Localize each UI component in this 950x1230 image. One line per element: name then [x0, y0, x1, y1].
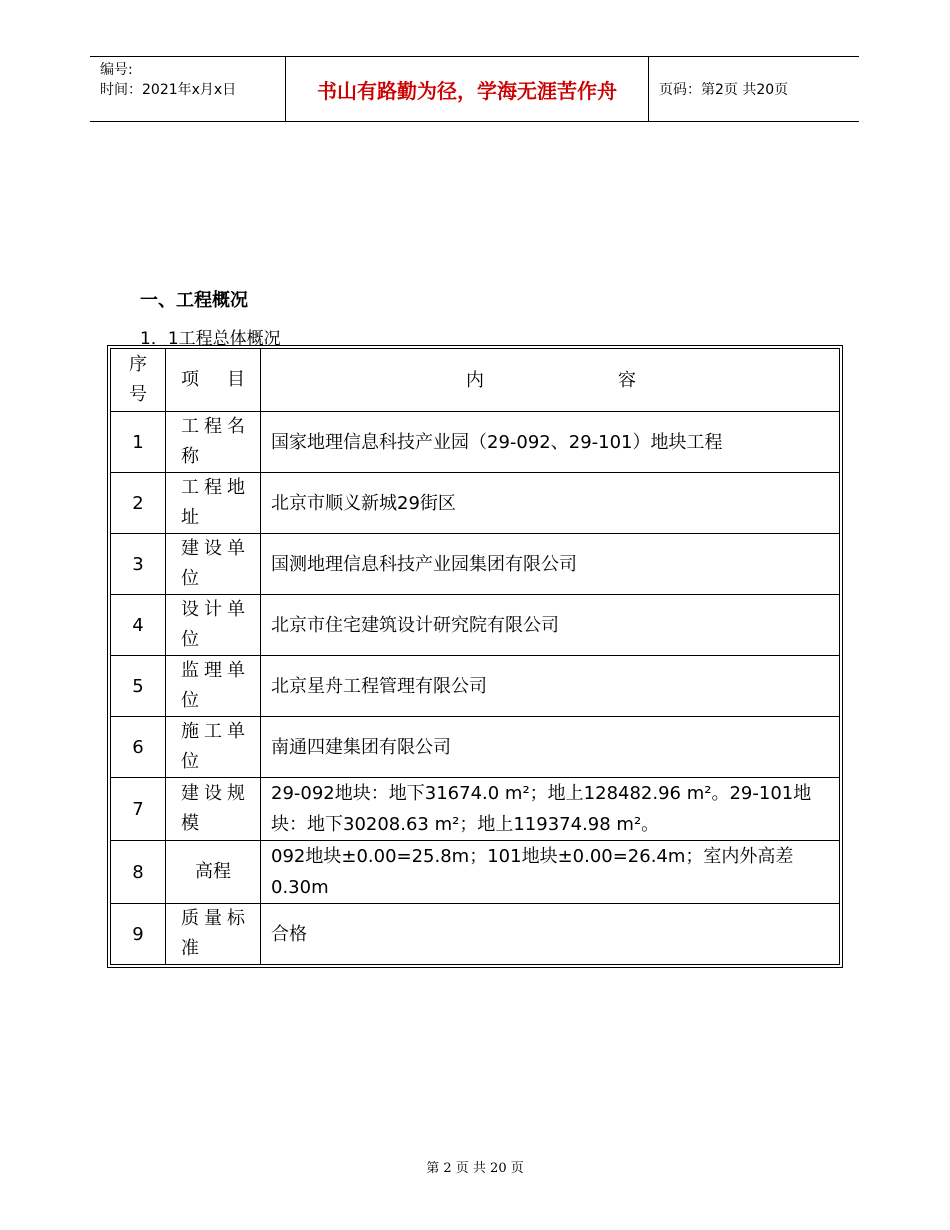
- row-item: [166, 717, 261, 778]
- row-item: [166, 595, 261, 656]
- row-no: 2: [111, 473, 166, 534]
- page-header: [90, 56, 859, 122]
- header-motto-cell: [286, 57, 649, 121]
- row-item: [166, 841, 261, 904]
- row-item-text: 施工单位: [181, 721, 245, 772]
- row-item-text: 质量标准: [181, 908, 245, 959]
- header-item-text: 项 目: [181, 369, 245, 390]
- header-no-text: 序号: [129, 354, 147, 405]
- row-item: [166, 656, 261, 717]
- row-item-text: 设计单位: [181, 599, 245, 650]
- document-time-label: 时间：2021年x月x日: [100, 82, 237, 98]
- table-row: [111, 534, 840, 595]
- row-item-text: 监理单位: [181, 660, 245, 711]
- header-content-text: 内 容: [466, 369, 636, 391]
- row-content: 29-092地块：地下31674.0 m²；地上128482.96 m²。29-101地块：地下30208.63 m²；地上119374.98 m²。: [261, 778, 840, 841]
- row-item: [166, 412, 261, 473]
- row-no: 1: [111, 412, 166, 473]
- section-title: 一、工程概况: [140, 290, 248, 311]
- header-content: [261, 349, 840, 412]
- row-no: 4: [111, 595, 166, 656]
- row-no: 3: [111, 534, 166, 595]
- row-item-text: 建设单位: [181, 538, 245, 589]
- table-row: [111, 473, 840, 534]
- table-row: [111, 904, 840, 965]
- row-no: 7: [111, 778, 166, 841]
- row-content: 北京市顺义新城29街区: [261, 473, 840, 534]
- table-row: [111, 841, 840, 904]
- row-content: 南通四建集团有限公司: [261, 717, 840, 778]
- row-item: [166, 778, 261, 841]
- document-number-label: 编号:: [100, 62, 133, 78]
- table-row: [111, 656, 840, 717]
- row-item-text: 建设规模: [181, 783, 245, 834]
- page-footer: 第 2 页 共 20 页: [426, 1161, 524, 1176]
- table-row: [111, 717, 840, 778]
- row-content: 国测地理信息科技产业园集团有限公司: [261, 534, 840, 595]
- table-header-row: [111, 349, 840, 412]
- row-item: [166, 904, 261, 965]
- row-content: 国家地理信息科技产业园（29-092、29-101）地块工程: [261, 412, 840, 473]
- row-no: 8: [111, 841, 166, 904]
- header-left-cell: [90, 57, 286, 121]
- row-item-text: 工程名称: [181, 416, 245, 467]
- header-item: [166, 349, 261, 412]
- table-row: [111, 412, 840, 473]
- header-motto: 书山有路勤为径，学海无涯苦作舟: [317, 78, 617, 103]
- row-item-text: 工程地址: [181, 477, 245, 528]
- overview-table-frame: [107, 345, 843, 968]
- row-content: 北京星舟工程管理有限公司: [261, 656, 840, 717]
- header-no: [111, 349, 166, 412]
- row-no: 9: [111, 904, 166, 965]
- row-content: 092地块±0.00=25.8m；101地块±0.00=26.4m；室内外高差0.30m: [261, 841, 840, 904]
- header-page-label: 页码：第2页 共20页: [659, 82, 789, 98]
- sub-title: 1．1工程总体概况: [140, 329, 281, 349]
- overview-table: [110, 348, 840, 965]
- row-item: [166, 534, 261, 595]
- table-row: [111, 595, 840, 656]
- row-item: [166, 473, 261, 534]
- row-no: 5: [111, 656, 166, 717]
- header-page-cell: [649, 57, 859, 121]
- row-content: 合格: [261, 904, 840, 965]
- row-item-text: 高程: [195, 861, 231, 882]
- row-content: 北京市住宅建筑设计研究院有限公司: [261, 595, 840, 656]
- row-no: 6: [111, 717, 166, 778]
- table-row: [111, 778, 840, 841]
